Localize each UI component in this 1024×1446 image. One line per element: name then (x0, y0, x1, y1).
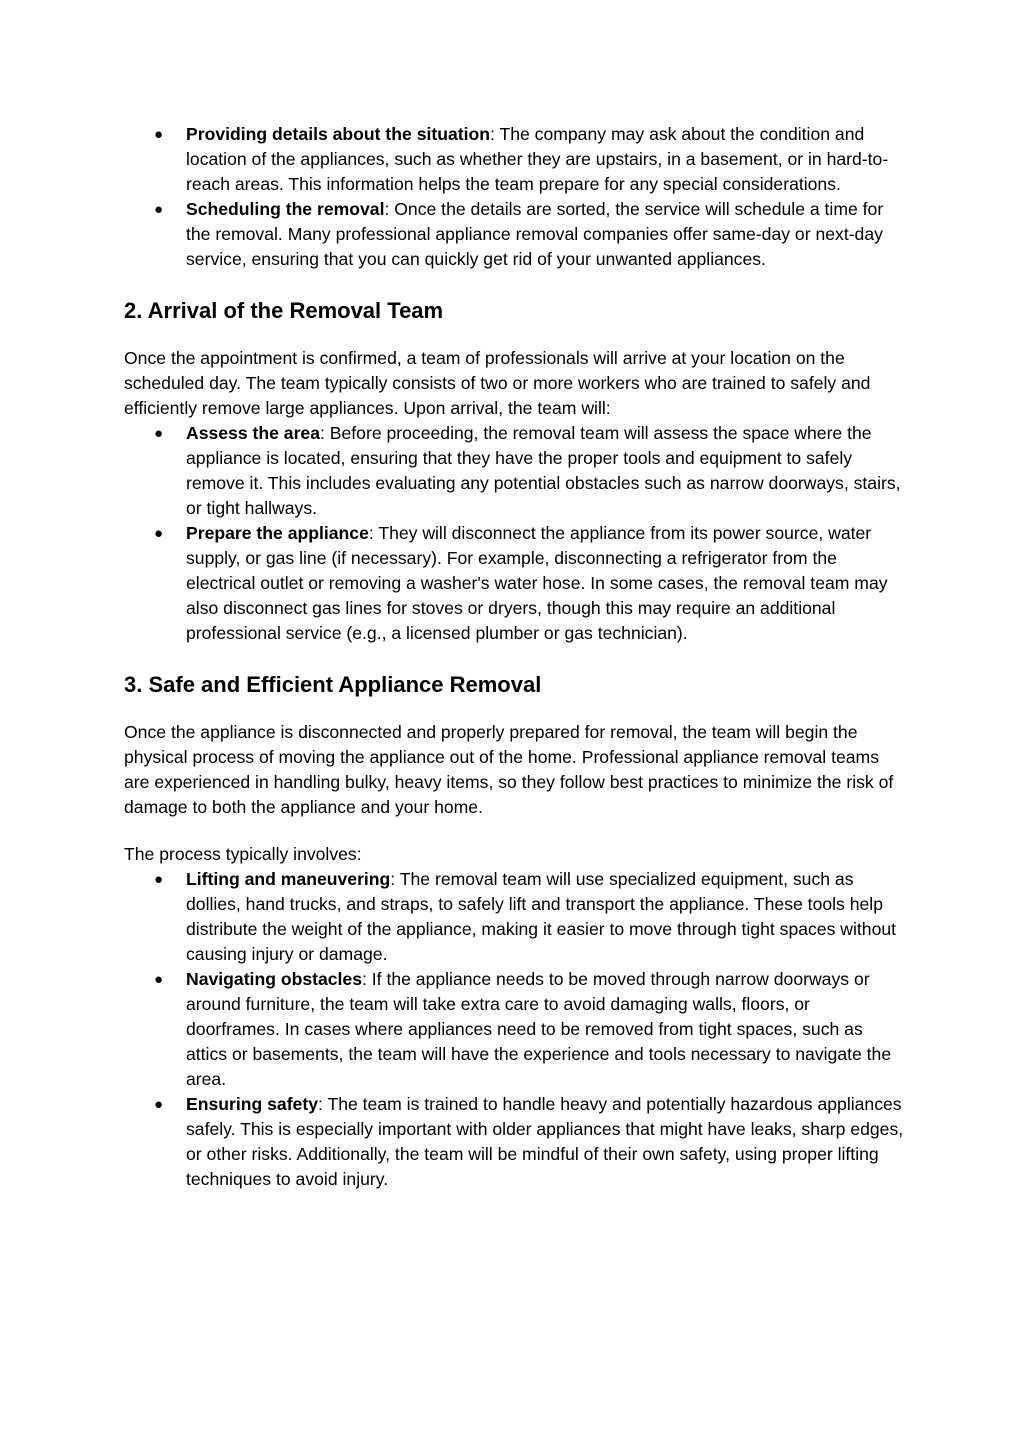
list-item-text: : The company may ask about the condition and location of the appliances, such as whether they are upstairs, in a basement, or in hard-to-reach areas. This information helps the team prepare for any special considerations. (186, 124, 889, 194)
list-item-term: Prepare the appliance (186, 523, 369, 543)
bullet-list-removal (124, 867, 904, 1192)
list-item-text: : The removal team will use specialized equipment, such as dollies, hand trucks, and straps, to safely lift and transport the appliance. These tools help distribute the weight of the appliance, making it easier to move through tight spaces without causing injury or damage. (186, 869, 897, 964)
list-item-text: : Once the details are sorted, the service will schedule a time for the removal. Many professional appliance removal companies offer same-day or next-day service, ensuring that you can quickly get rid of your unwanted appliances. (186, 199, 884, 269)
list-item (124, 867, 904, 967)
bullet-icon: ● (154, 201, 164, 218)
section-heading: 2. Arrival of the Removal Team (124, 298, 444, 323)
bullet-icon: ● (154, 126, 164, 143)
bullet-icon: ● (154, 1096, 164, 1113)
list-item-term: Lifting and maneuvering (186, 869, 391, 889)
list-item-term: Ensuring safety (186, 1094, 318, 1114)
list-item-text: : If the appliance needs to be moved through narrow doorways or around furniture, the team will take extra care to avoid damaging walls, floors, or doorframes. In cases where appliances need to be removed from tight spaces, such as attics or basements, the team will have the experience and tools necessary to navigate the area. (186, 969, 892, 1089)
list-item (124, 967, 904, 1092)
list-item (124, 1092, 904, 1192)
bullet-icon: ● (154, 871, 164, 888)
bullet-icon: ● (154, 525, 164, 542)
document-content (124, 122, 904, 1192)
list-item (124, 521, 904, 646)
list-item-text: : Before proceeding, the removal team will assess the space where the appliance is located, ensuring that they have the proper tools and equipment to safely remove it. This includes evaluating any potential obstacles such as narrow doorways, stairs, or tight hallways. (186, 423, 901, 518)
list-item-text: : They will disconnect the appliance from its power source, water supply, or gas line (if necessary). For example, disconnecting a refrigerator from the electrical outlet or removing a washer's water hose. In some cases, the removal team may also disconnect gas lines for stoves or dryers, though this may require an additional professional service (e.g., a licensed plumber or gas technician). (186, 523, 888, 643)
bullet-icon: ● (154, 971, 164, 988)
paragraph: The process typically involves: (124, 844, 362, 864)
list-item-text: : The team is trained to handle heavy and potentially hazardous appliances safely. This is especially important with older appliances that might have leaks, sharp edges, or other risks. Additionally, the team will be mindful of their own safety, using proper lifting techniques to avoid injury. (186, 1094, 904, 1189)
bullet-list-arrival (124, 421, 904, 646)
bullet-icon: ● (154, 425, 164, 442)
list-item-term: Assess the area (186, 423, 320, 443)
list-item (124, 421, 904, 521)
paragraph: Once the appointment is confirmed, a team of professionals will arrive at your location on the scheduled day. The team typically consists of two or more workers who are trained to safely and efficiently remove large appliances. Upon arrival, the team will: (124, 348, 871, 418)
list-item-term: Navigating obstacles (186, 969, 362, 989)
list-item-term: Scheduling the removal (186, 199, 385, 219)
paragraph: Once the appliance is disconnected and properly prepared for removal, the team will begin the physical process of moving the appliance out of the home. Professional appliance removal teams are experienced in handling bulky, heavy items, so they follow best practices to minimize the risk of damage to both the appliance and your home. (124, 722, 894, 817)
list-item (124, 197, 904, 272)
list-item-term: Providing details about the situation (186, 124, 490, 144)
section-heading: 3. Safe and Efficient Appliance Removal (124, 672, 542, 697)
bullet-list-intro (124, 122, 904, 272)
list-item (124, 122, 904, 197)
